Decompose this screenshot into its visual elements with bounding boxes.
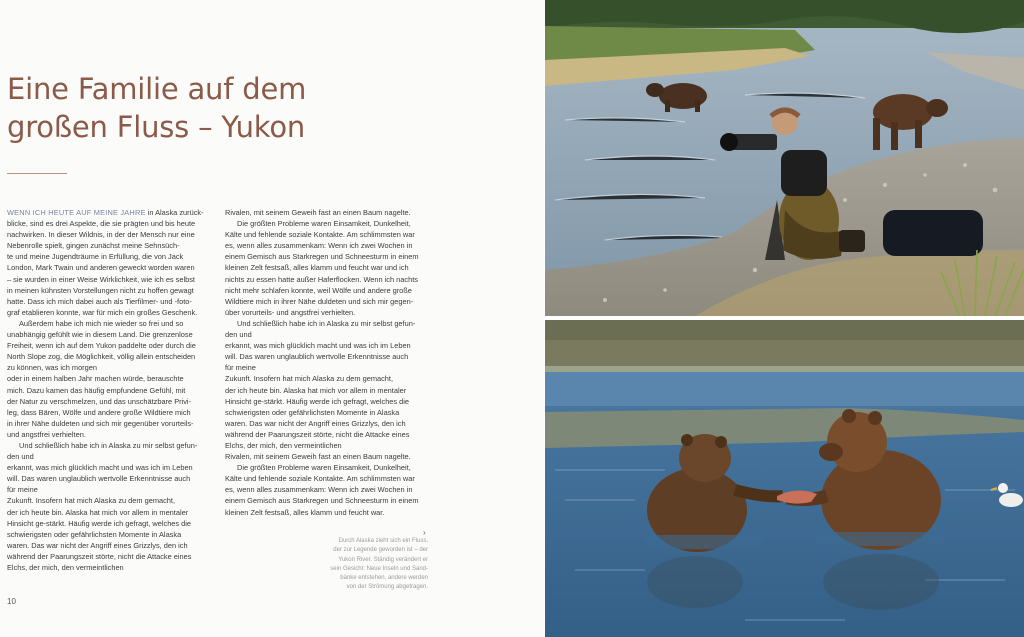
text-line: für meine bbox=[7, 485, 38, 495]
text-line: Zukunft. Insofern hat mich Alaska zu dem gemacht, bbox=[7, 496, 176, 506]
text-line: einem Gemisch aus Starkregen und Schneesturm in einem bbox=[225, 252, 419, 262]
text-line: leg, dass Bären, Wölfe und andere große Wildtiere mich bbox=[7, 407, 191, 417]
text-line: zu können, was ich morgen bbox=[7, 363, 97, 373]
text-line: es, wenn alles zusammenkam: Wenn ich zwei Wochen in bbox=[225, 241, 413, 251]
text-line: Kälte und fehlende soziale Kontakte. Am schlimmsten war bbox=[225, 474, 415, 484]
caption-line: Durch Alaska zieht sich ein Fluss, bbox=[338, 538, 428, 544]
text-line: Elchs, der mich, den vermeintlichen bbox=[7, 563, 124, 572]
paragraph-4 bbox=[225, 218, 428, 318]
text-line: der Natur zu verschmelzen, und das unschätzbare Privi- bbox=[7, 396, 192, 406]
text-line: unabhängig gefühlt wie in diesem Land. Die grenzenlose bbox=[7, 330, 193, 340]
paragraph-1 bbox=[7, 207, 210, 318]
text-line: nachwirken. In dieser Wildnis, in der der Mensch nur eine bbox=[7, 230, 195, 240]
paragraph-3 bbox=[7, 440, 210, 573]
text-line: den und bbox=[7, 452, 34, 462]
text-line: Rivalen, mit seinem Geweih fast an einen Baum nagelte. bbox=[225, 208, 411, 217]
paragraph-2 bbox=[7, 318, 210, 440]
text-line: während der Paarungszeit störte, nicht die Attacke eines bbox=[225, 429, 410, 439]
text-line: den und bbox=[225, 330, 252, 340]
line-1-rest: in Alaska zurück- bbox=[145, 208, 204, 217]
text-line: in meinen kühnsten Vorstellungen nicht zu hoffen gewagt bbox=[7, 285, 194, 295]
photo-caption bbox=[300, 537, 428, 593]
paragraph-continued bbox=[225, 207, 428, 218]
caption-arrow-icon: › bbox=[423, 528, 426, 537]
text-line: erkannt, was mich glücklich macht und was ich im Leben bbox=[7, 463, 193, 473]
text-line: Hinsicht ge-stärkt. Häufig werde ich gefragt, welches die bbox=[225, 396, 410, 406]
text-line: es, wenn alles zusammenkam: Wenn ich zwei Wochen in bbox=[225, 485, 413, 495]
photo-photographer-bears bbox=[545, 0, 1024, 316]
text-line: erkannt, was mich glücklich macht und was ich im Leben bbox=[225, 341, 411, 351]
caption-line: bänke entstehen, andere werden bbox=[340, 575, 428, 582]
text-line: Außerdem habe ich mich nie wieder so frei und so bbox=[19, 318, 184, 328]
caption-line: Yukon River. Ständig verändert er bbox=[338, 556, 428, 563]
text-line: Die größten Probleme waren Einsamkeit, Dunkelheit, bbox=[237, 463, 411, 473]
title-line-2: großen Fluss – Yukon bbox=[7, 110, 306, 144]
text-line: kleinen Zelt festsaß, alles klamm und feucht war. bbox=[225, 507, 385, 517]
page-number: 10 bbox=[7, 597, 16, 606]
text-column-1 bbox=[7, 207, 210, 573]
text-line: Freiheit, wenn ich auf dem Yukon paddelte oder durch die bbox=[7, 341, 196, 351]
text-line: – sie wurden in einer Weise Wirklichkeit, wie ich es selbst bbox=[7, 274, 195, 284]
text-line: waren. Das war nicht der Angriff eines Grizzlys, den ich bbox=[7, 540, 188, 550]
text-column-2 bbox=[225, 207, 428, 518]
text-line: schwierigsten oder gefährlichsten Momente in Alaska bbox=[7, 529, 182, 539]
text-line: nichts zu essen hatte außer Haferflocken. Wenn ich nachts bbox=[225, 274, 418, 284]
text-line: nicht mehr schlafen konnte, weil Wölfe und andere große bbox=[225, 285, 412, 295]
text-line: einem Gemisch aus Starkregen und Schneesturm in einem bbox=[225, 496, 419, 506]
caption-line: der zur Legende geworden ist – der bbox=[333, 547, 428, 554]
text-line: über vorurteils- und angstfrei verhielten. bbox=[225, 307, 356, 317]
title-divider bbox=[7, 173, 67, 174]
text-line: Und schließlich habe ich in Alaska zu mir selbst gefun- bbox=[19, 440, 198, 450]
text-line: North Slope zog, die Möglichkeit, völlig allein entscheiden bbox=[7, 352, 196, 362]
text-line: Kälte und fehlende soziale Kontakte. Am schlimmsten war bbox=[225, 230, 415, 240]
text-line: Die größten Probleme waren Einsamkeit, Dunkelheit, bbox=[237, 219, 411, 229]
text-line: während der Paarungszeit störte, nicht die Attacke eines bbox=[7, 551, 192, 561]
text-line: und angstfrei verhielten. bbox=[7, 429, 86, 439]
text-line: schwierigsten oder gefährlichsten Momente in Alaska bbox=[225, 407, 400, 417]
text-line: Zukunft. Insofern hat mich Alaska zu dem gemacht, bbox=[225, 374, 394, 384]
page-title bbox=[7, 70, 367, 146]
text-line: der ich heute bin. Alaska hat mich vor allem in mentaler bbox=[7, 507, 189, 517]
text-line: blicke, sind es drei Aspekte, die sie prägten und bis heute bbox=[7, 219, 196, 229]
title-line-1: Eine Familie auf dem bbox=[7, 72, 307, 106]
text-line: mich. Dazu kamen das häufig empfundene Gefühl, mit bbox=[7, 385, 186, 395]
caption-line: von der Strömung abgetragen. bbox=[346, 584, 428, 591]
text-line: will. Das waren unglaublich wertvolle Erkenntnisse auch bbox=[7, 474, 191, 484]
text-line: London, Mark Twain und anderen geweckt worden waren bbox=[7, 263, 195, 273]
text-line: in ihrer Nähe duldeten und sich mir gegenüber vorurteils- bbox=[7, 418, 194, 428]
text-line: Elchs, der mich, den vermeintlichen bbox=[225, 440, 342, 450]
text-line: hatte. Dass ich mich dabei auch als Tierfilmer- und -foto- bbox=[7, 296, 192, 306]
paragraph-5 bbox=[225, 318, 428, 462]
text-line: für meine bbox=[225, 363, 256, 373]
camera-bag bbox=[883, 210, 983, 256]
text-line: te und meine Jugendträume in Erfüllung, die von Jack bbox=[7, 252, 184, 262]
text-line: Nebenrolle spielt, gingen zunächst meine Sehnsüch- bbox=[7, 241, 180, 251]
text-line: Hinsicht ge-stärkt. Häufig werde ich gefragt, welches die bbox=[7, 518, 192, 528]
text-line: Wildtiere mich in ihrer Nähe duldeten und sich mir gegen- bbox=[225, 296, 414, 306]
text-line: Rivalen, mit seinem Geweih fast an einen Baum nagelte. bbox=[225, 452, 411, 462]
text-line: graf etablieren konnte, war für mich ein großes Geschenk. bbox=[7, 307, 198, 317]
photographer-bears-illustration bbox=[545, 0, 1024, 316]
bears-water-illustration bbox=[545, 320, 1024, 637]
photo-bears-in-water bbox=[545, 320, 1024, 637]
text-line: waren. Das war nicht der Angriff eines Grizzlys, den ich bbox=[225, 418, 406, 428]
text-line: kleinen Zelt festsaß, alles klamm und feucht war und ich bbox=[225, 263, 409, 273]
text-line: Und schließlich habe ich in Alaska zu mir selbst gefun- bbox=[237, 318, 416, 328]
paragraph-6 bbox=[225, 462, 428, 517]
text-line: oder in einem halben Jahr machen würde, berauschte bbox=[7, 374, 184, 384]
lead-in: WENN ICH HEUTE AUF MEINE JAHRE bbox=[7, 208, 146, 217]
text-line: der ich heute bin. Alaska hat mich vor allem in mentaler bbox=[225, 385, 407, 395]
text-line: will. Das waren unglaublich wertvolle Erkenntnisse auch bbox=[225, 352, 409, 362]
caption-line: sein Gesicht: Neue Inseln und Sand- bbox=[330, 565, 428, 572]
